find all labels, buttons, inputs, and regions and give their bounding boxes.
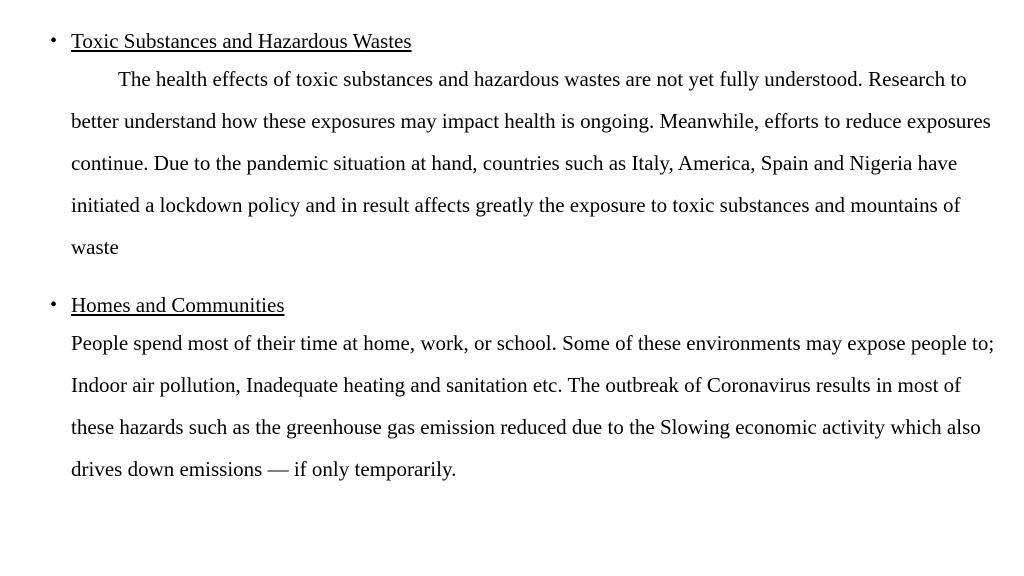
bullet-section-homes-communities xyxy=(50,292,1000,490)
bullet-section-toxic-substances xyxy=(50,28,1000,268)
bullet-icon: • xyxy=(50,30,58,52)
section-heading: Homes and Communities xyxy=(71,293,285,317)
section-body: The health effects of toxic substances and hazardous wastes are not yet fully understood. Research to better understand how these exposures may impact health is ongoing. Meanwhile, efforts to reduce exposures continue. Due to the pandemic situation at hand, countries such as Italy, America, Spain and Nigeria have initiated a lockdown policy and in result affects greatly the exposure to toxic substances and mountains of waste xyxy=(71,67,991,259)
section-heading: Toxic Substances and Hazardous Wastes xyxy=(71,29,412,53)
bullet-icon: • xyxy=(50,294,58,316)
section-body: People spend most of their time at home, work, or school. Some of these environments may expose people to; Indoor air pollution, Inadequate heating and sanitation etc. The outbreak of Coronavirus results in most of these hazards such as the greenhouse gas emission reduced due to the Slowing economic activity which also drives down emissions — if only temporarily. xyxy=(71,331,995,481)
